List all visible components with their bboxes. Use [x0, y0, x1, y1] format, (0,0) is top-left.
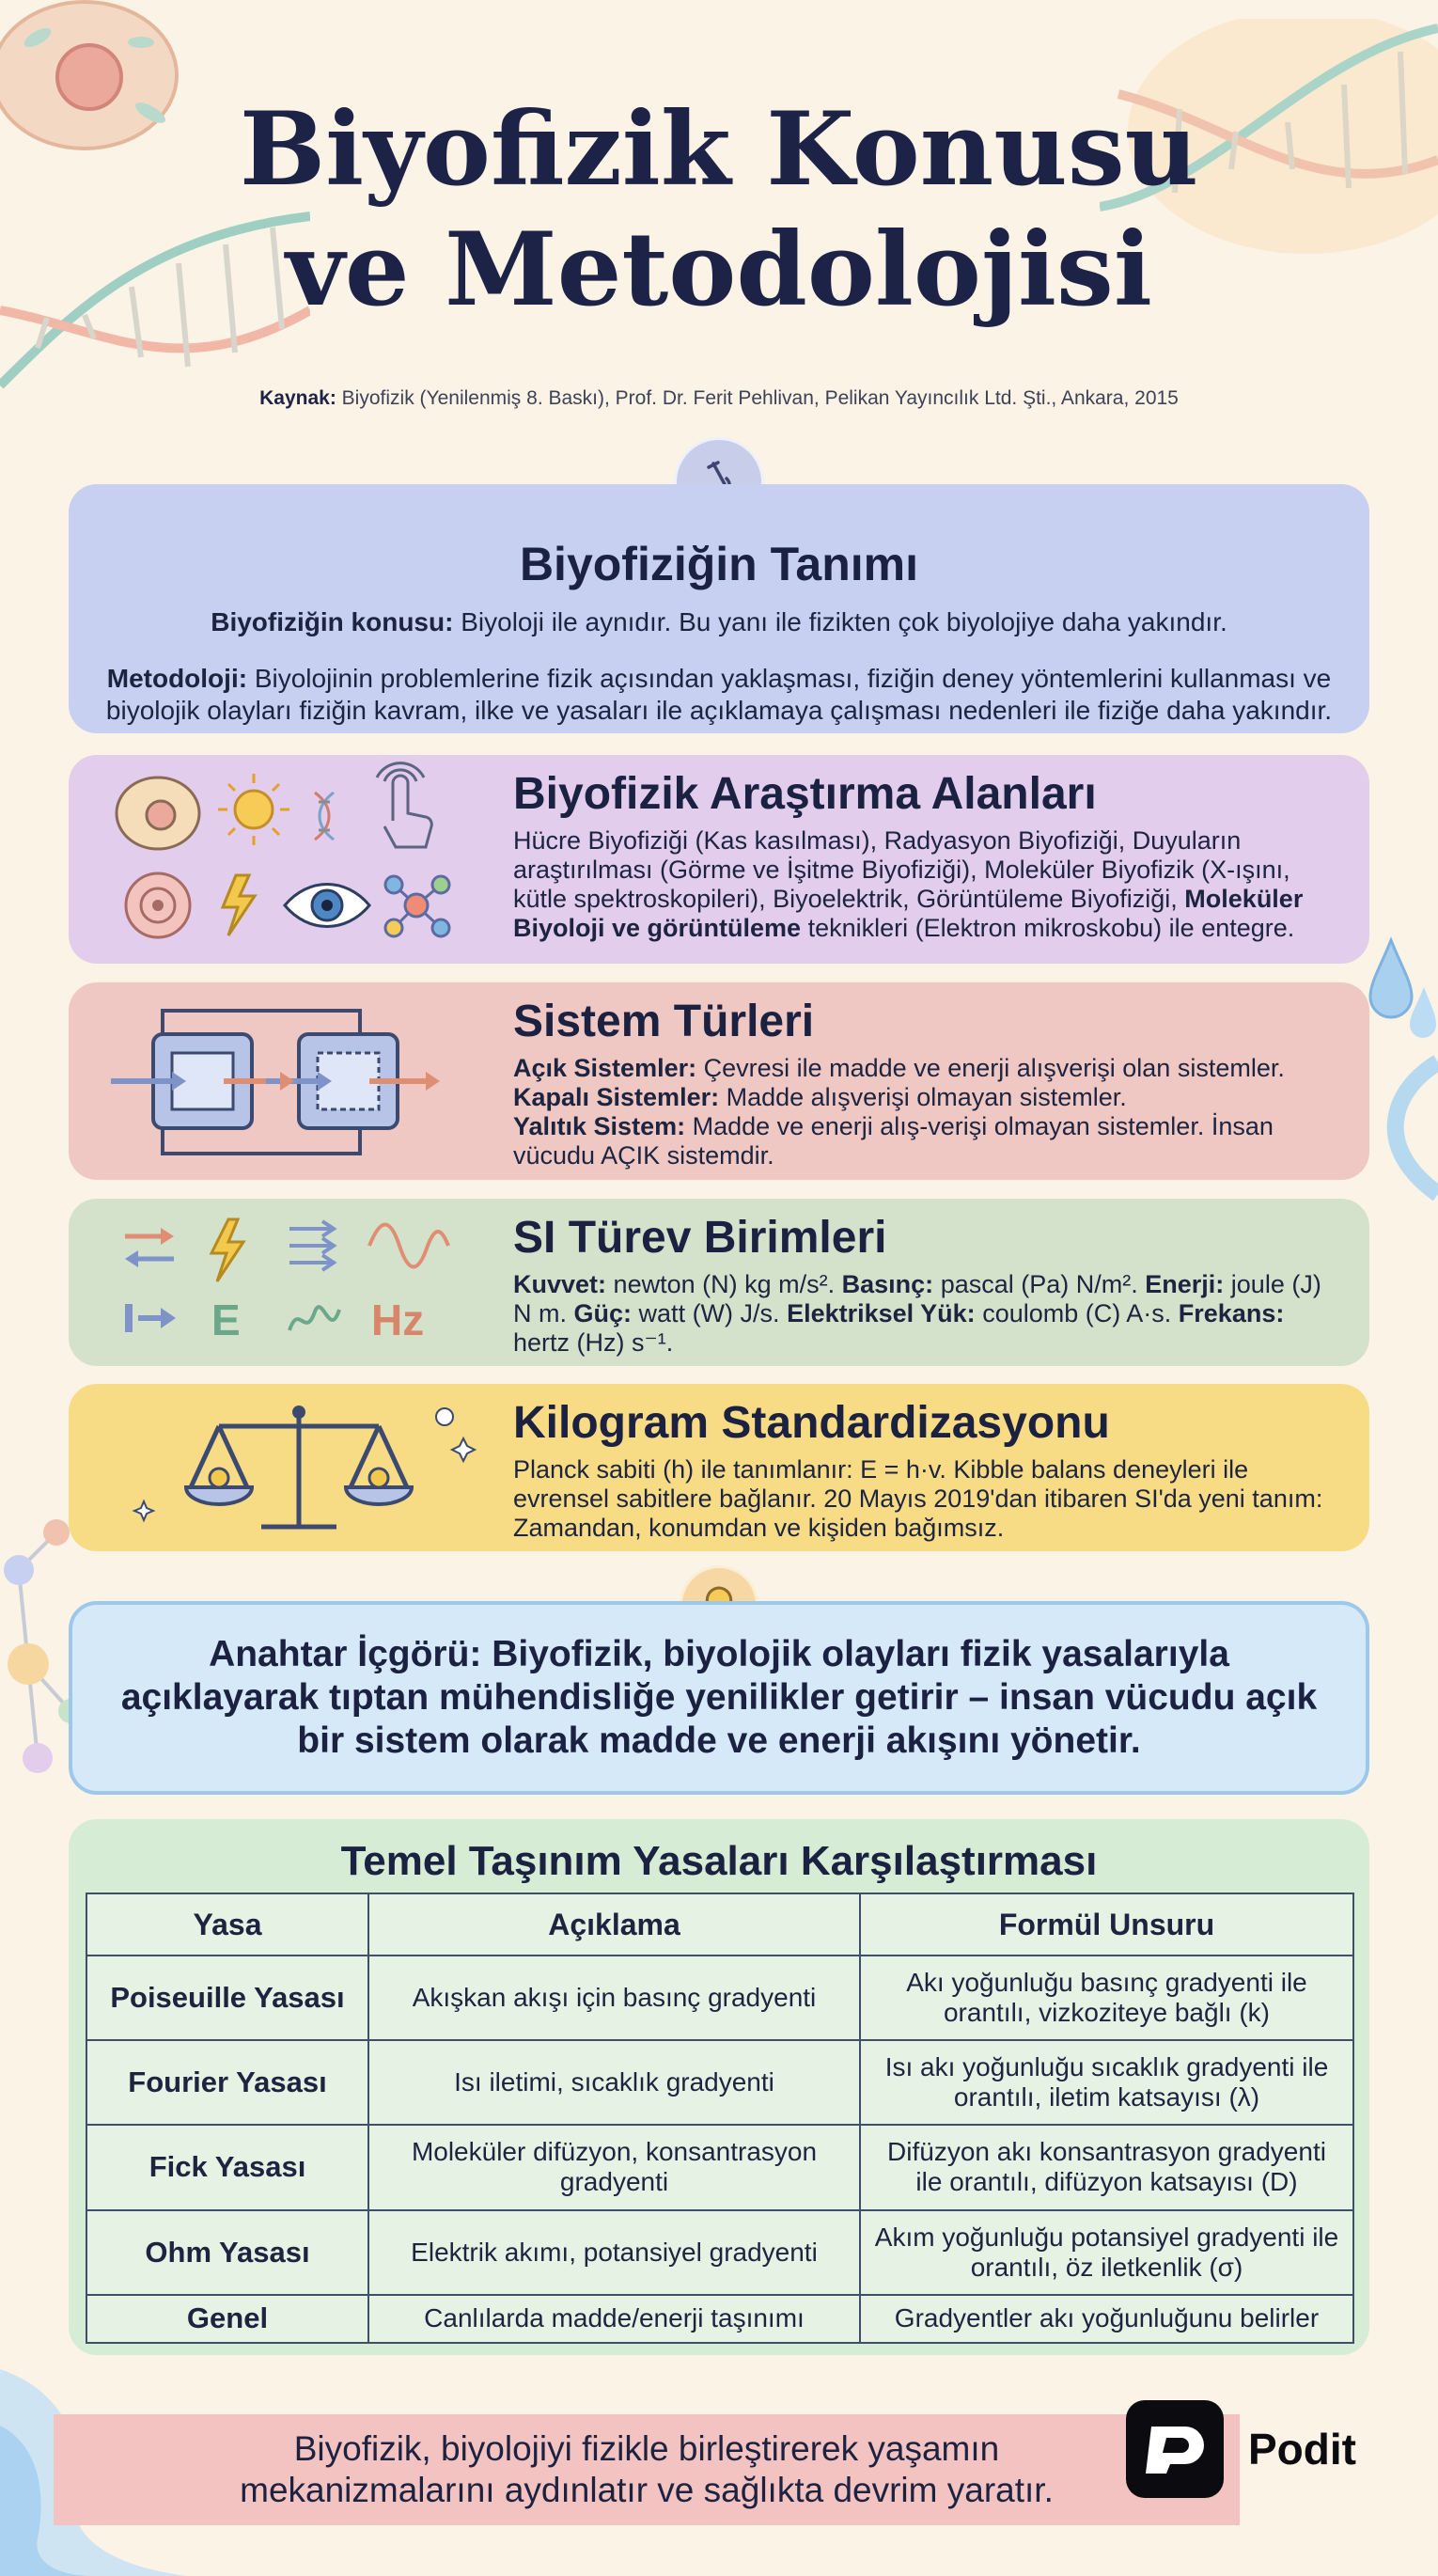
force-arrows-icon — [125, 1228, 174, 1267]
si-units-card — [69, 1199, 1369, 1366]
si-units-text-block — [513, 1210, 1341, 1358]
research-areas-title: Biyofizik Araştırma Alanları — [513, 769, 1097, 819]
table-row — [86, 2295, 1353, 2343]
table-cell-description: Akışkan akışı için basınç gradyenti — [368, 1956, 860, 2040]
table-header-row — [86, 1893, 1353, 1956]
podit-logo-icon — [1126, 2400, 1224, 2498]
research-icons-group — [106, 755, 501, 964]
table-cell-law: Poiseuille Yasası — [86, 1956, 368, 2040]
eye-icon — [285, 885, 369, 927]
table-header-formula: Formül Unsuru — [860, 1893, 1353, 1956]
sun-radiation-icon — [218, 774, 289, 845]
table-cell-formula: Akım yoğunluğu potansiyel gradyenti ile orantılı, öz iletkenlik (σ) — [860, 2210, 1353, 2295]
touch-icon — [377, 763, 431, 847]
source-citation — [0, 387, 1438, 410]
si-units-title: SI Türev Birimleri — [513, 1213, 887, 1263]
kilogram-text: Planck sabiti (h) ile tanımlanır: E = h·v. Kibble balans deneyleri ile evrensel sabitlere bağlanır. 20 Mayıs 2019'dan itibaren SI'da yeni tanım: Zamandan, konumdan ve kişiden bağımsız. — [513, 1455, 1323, 1542]
energy-bolt-icon — [211, 1219, 243, 1281]
flow-arrows-icon — [289, 1221, 334, 1270]
table-header-description: Açıklama — [368, 1893, 860, 1956]
squiggle-wave-icon — [289, 1307, 339, 1330]
si-units-icons-group — [106, 1199, 501, 1366]
system-types-title: Sistem Türleri — [513, 997, 815, 1046]
research-areas-text: Hücre Biyofiziği (Kas kasılması), Radyasyon Biyofiziği, Duyuların araştırılması (Görme ve İşitme Biyofiziği), Moleküler Biyofizik (X-ışını, kütle spektroskopileri), Biyoelektrik, Görüntüleme Biyofiziği, Moleküler Biyoloji ve görüntüleme teknikleri (Elektron mikroskobu) ile entegre. — [513, 826, 1304, 942]
kilogram-card — [69, 1384, 1369, 1551]
table-cell-law: Fick Yasası — [86, 2125, 368, 2209]
table-row — [86, 1956, 1353, 2040]
table-header-law: Yasa — [86, 1893, 368, 1956]
kilogram-title: Kilogram Standardizasyonu — [513, 1398, 1110, 1448]
brand-logo[interactable] — [1126, 2400, 1356, 2498]
table-row — [86, 2125, 1353, 2209]
table-cell-formula: Isı akı yoğunluğu sıcaklık gradyenti ile orantılı, iletim katsayısı (λ) — [860, 2040, 1353, 2125]
table-cell-description: Isı iletimi, sıcaklık gradyenti — [368, 2040, 860, 2125]
definition-card — [69, 484, 1369, 733]
table-cell-description: Elektrik akımı, potansiyel gradyenti — [368, 2210, 860, 2295]
bolt-icon — [223, 875, 255, 935]
brand-name: Podit — [1248, 2425, 1356, 2474]
si-icon-hz: Hz — [371, 1296, 425, 1344]
wave-icon — [369, 1225, 448, 1267]
power-arrow-icon — [125, 1304, 176, 1332]
table-cell-law: Fourier Yasası — [86, 2040, 368, 2125]
transport-laws-title: Temel Taşınım Yasaları Karşılaştırması — [340, 1838, 1098, 1884]
transport-laws-card — [69, 1819, 1369, 2355]
dna-icon — [315, 793, 334, 840]
definition-method: Metodoloji: Biyolojinin problemlerine fizik açısından yaklaşması, fiziğin deney yöntemlerini kullanması ve biyolojik olayları fiziğin kavram, ilke ve yasaları ile açıklamaya çalışması nedenleri ile fiziğe daha yakındır. — [105, 664, 1333, 725]
table-cell-formula: Akı yoğunluğu basınç gradyenti ile orantılı, vizkoziteye bağlı (k) — [860, 1956, 1353, 2040]
system-diagram-illustration — [106, 982, 501, 1180]
footer-text: Biyofizik, biyolojiyi fizikle birleştirerek yaşamın mekanizmalarını aydınlatır ve sağlıkta devrim yaratır. — [240, 2429, 1054, 2509]
definition-title: Biyofiziğin Tanımı — [519, 538, 919, 590]
key-insight-box — [69, 1601, 1369, 1795]
molecule-icon — [385, 876, 449, 936]
key-insight-text: Anahtar İçgörü: Biyofizik, biyolojik olayları fizik yasalarıyla açıklayarak tıptan mühendisliğe yenilikler getirir – insan vücudu açık bir sistem olarak madde ve enerji akışını yönetir. — [120, 1634, 1318, 1761]
table-row — [86, 2210, 1353, 2295]
table-cell-description: Canlılarda madde/enerji taşınımı — [368, 2295, 860, 2343]
table-cell-law: Ohm Yasası — [86, 2210, 368, 2295]
table-cell-law: Genel — [86, 2295, 368, 2343]
cell-icon — [117, 778, 199, 849]
definition-subject: Biyofiziğin konusu: Biyoloji ile aynıdır. Bu yanı ile fizikten çok biyolojiye daha yakındır. — [211, 607, 1227, 636]
si-icon-e: E — [211, 1296, 241, 1344]
system-types-card — [69, 982, 1369, 1180]
system-types-text-block — [513, 994, 1341, 1170]
transport-laws-table — [86, 1893, 1354, 2344]
table-row — [86, 2040, 1353, 2125]
kilogram-text-block — [513, 1395, 1341, 1543]
balance-scale-illustration — [106, 1384, 501, 1551]
research-areas-card — [69, 755, 1369, 964]
table-cell-formula: Gradyentler akı yoğunluğunu belirler — [860, 2295, 1353, 2343]
footer-banner — [54, 2414, 1240, 2525]
table-cell-description: Moleküler difüzyon, konsantrasyon gradyenti — [368, 2125, 860, 2209]
page-title: Biyofizik Konusu ve Metodolojisi — [239, 90, 1199, 329]
source-label: Kaynak: — [259, 387, 336, 409]
table-cell-formula: Difüzyon akı konsantrasyon gradyenti ile orantılı, difüzyon katsayısı (D) — [860, 2125, 1353, 2209]
ear-cell-icon — [126, 873, 190, 937]
system-types-text: Açık Sistemler: Çevresi ile madde ve enerji alışverişi olan sistemler. Kapalı Sistemler: Madde alışverişi olmayan sistemler. Yalıtık Sistem: Madde ve enerji alış-verişi olmayan sistemler. İnsan vücudu AÇIK sistemdir. — [513, 1054, 1285, 1170]
research-areas-text-block — [513, 766, 1341, 943]
si-units-text: Kuvvet: newton (N) kg m/s². Basınç: pascal (Pa) N/m². Enerji: joule (J) N m. Güç: watt (W) J/s. Elektriksel Yük: coulomb (C) A·s. Frekans: hertz (Hz) s⁻¹. — [513, 1270, 1321, 1357]
source-text: Biyofizik (Yenilenmiş 8. Baskı), Prof. Dr. Ferit Pehlivan, Pelikan Yayıncılık Ltd. Şti., Ankara, 2015 — [341, 387, 1179, 409]
